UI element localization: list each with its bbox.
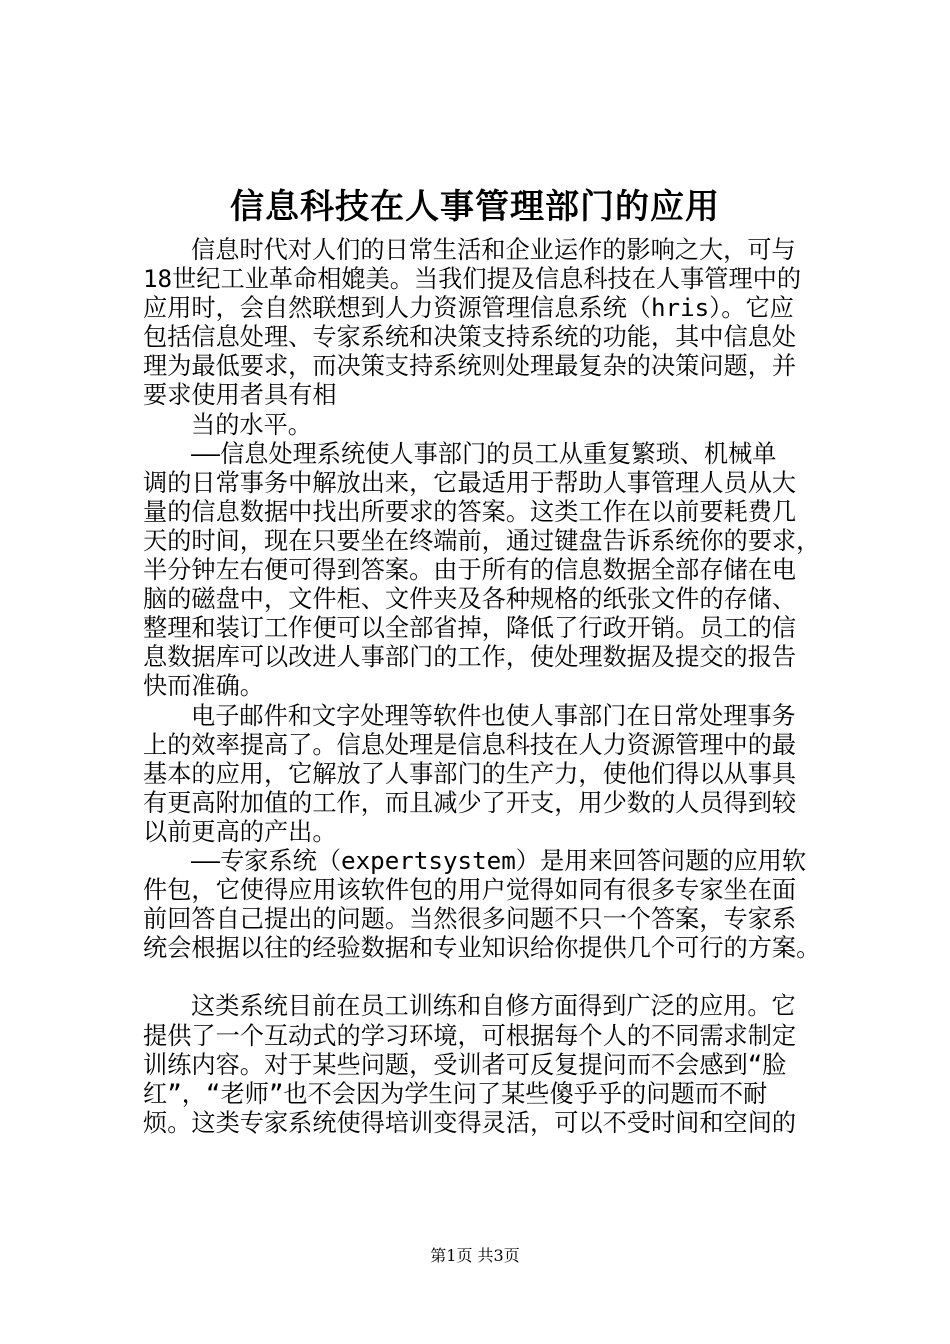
- text-line: 这类系统目前在员工训练和自修方面得到广泛的应用。它: [191, 992, 796, 1021]
- text-line: 电子邮件和文字处理等软件也使人事部门在日常处理事务: [191, 701, 796, 730]
- text-line: 半分钟左右便可得到答案。由于所有的信息数据全部存储在电: [143, 556, 797, 585]
- text-line: 统会根据以往的经验数据和专业知识给你提供几个可行的方案。: [143, 934, 821, 963]
- text-line: 理为最低要求，而决策支持系统则处理最复杂的决策问题，并: [143, 352, 797, 381]
- text-line: 应用时，会自然联想到人力资源管理信息系统（hris）。它应: [143, 294, 794, 323]
- text-line: 量的信息数据中找出所要求的答案。这类工作在以前要耗费几: [143, 497, 797, 526]
- text-line: 天的时间，现在只要坐在终端前，通过键盘告诉系统你的要求，: [143, 526, 821, 555]
- text-line: 包括信息处理、专家系统和决策支持系统的功能，其中信息处: [143, 323, 797, 352]
- text-line: 脑的磁盘中，文件柜、文件夹及各种规格的纸张文件的存储、: [143, 585, 797, 614]
- document-body: [143, 236, 843, 1138]
- blank-line: [143, 963, 843, 992]
- text-line: 息数据库可以改进人事部门的工作，使处理数据及提交的报告: [143, 643, 797, 672]
- text-line: 18世纪工业革命相媲美。当我们提及信息科技在人事管理中的: [143, 265, 802, 294]
- text-line: 上的效率提高了。信息处理是信息科技在人力资源管理中的最: [143, 730, 797, 759]
- text-line: 有更高附加值的工作，而且减少了开支，用少数的人员得到较: [143, 788, 797, 817]
- text-line: 训练内容。对于某些问题，受训者可反复提问而不会感到“脸: [143, 1050, 787, 1079]
- text-line: ——信息处理系统使人事部门的员工从重复繁琐、机械单: [191, 439, 777, 468]
- text-line: 红”，“老师”也不会因为学生问了某些傻乎乎的问题而不耐: [143, 1079, 768, 1108]
- text-line: 要求使用者具有相: [143, 381, 337, 410]
- text-line: 以前更高的产出。: [143, 817, 337, 846]
- page-title: 信息科技在人事管理部门的应用: [230, 187, 720, 227]
- text-line: 整理和装订工作便可以全部省掉，降低了行政开销。员工的信: [143, 614, 797, 643]
- text-line: 烦。这类专家系统使得培训变得灵活，可以不受时间和空间的: [143, 1108, 797, 1137]
- text-line: ——专家系统（expertsystem）是用来回答问题的应用软: [191, 846, 807, 875]
- text-line: 提供了一个互动式的学习环境，可根据每个人的不同需求制定: [143, 1021, 797, 1050]
- text-line: 当的水平。: [191, 410, 312, 439]
- text-line: 件包，它使得应用该软件包的用户觉得如同有很多专家坐在面: [143, 876, 797, 905]
- text-line: 调的日常事务中解放出来，它最适用于帮助人事管理人员从大: [143, 468, 797, 497]
- page-footer: 第1页 共3页: [430, 1246, 520, 1265]
- text-line: 快而准确。: [143, 672, 264, 701]
- text-line: 信息时代对人们的日常生活和企业运作的影响之大，可与: [191, 236, 796, 264]
- text-line: 基本的应用，它解放了人事部门的生产力，使他们得以从事具: [143, 759, 797, 788]
- text-line: 前回答自己提出的问题。当然很多问题不只一个答案，专家系: [143, 905, 797, 934]
